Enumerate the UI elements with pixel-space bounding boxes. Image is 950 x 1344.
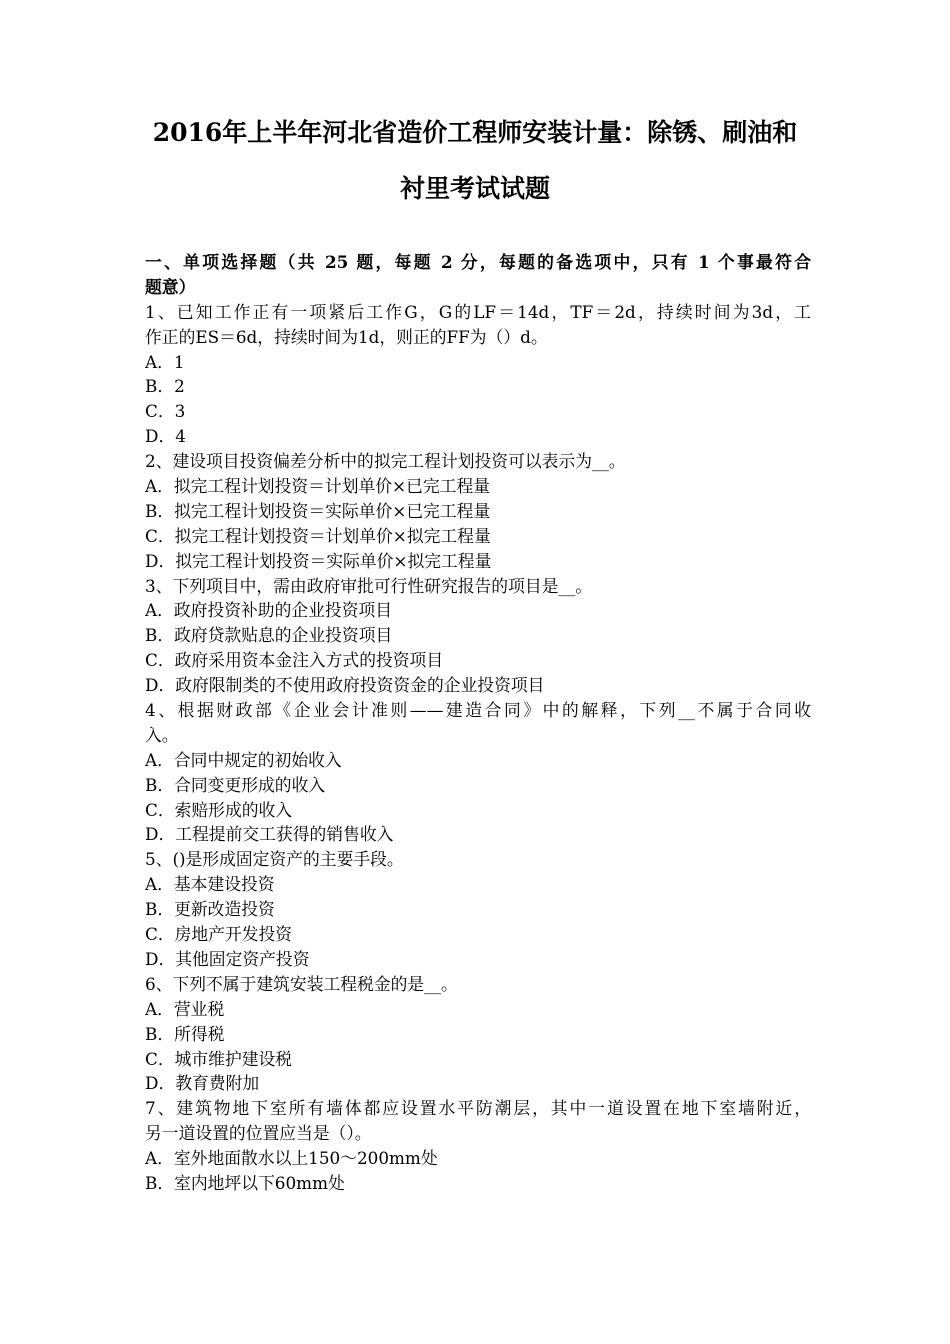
question-5-option-b: B．更新改造投资 [145,899,275,920]
question-2-option-b: B．拟完工程计划投资＝实际单价×已完工程量 [145,500,491,521]
question-6-option-a: A．营业税 [145,998,225,1019]
question-7-line-2: 另一道设置的位置应当是（）。 [145,1123,372,1144]
question-6-option-c: C．城市维护建设税 [145,1048,293,1069]
question-4-option-d: D．工程提前交工获得的销售收入 [145,824,394,845]
question-1-option-a: A．1 [145,351,185,372]
question-4-option-b: B．合同变更形成的收入 [145,774,326,795]
question-6-option-d: D．教育费附加 [145,1073,260,1094]
question-4-option-a: A．合同中规定的初始收入 [145,749,342,770]
question-1-option-d: D．4 [145,426,186,447]
question-1-line-2: 作正的ES＝6d，持续时间为1d，则正的FF为（）d。 [145,326,548,347]
question-1-option-b: B．2 [145,376,185,397]
question-6-stem: 6、下列不属于建筑安装工程税金的是__。 [145,973,458,994]
question-5-option-a: A．基本建设投资 [145,874,275,895]
question-3-option-b: B．政府贷款贴息的企业投资项目 [145,625,393,646]
question-2-option-d: D．拟完工程计划投资＝实际单价×拟完工程量 [145,550,492,571]
section-header-line-1: 一、单项选择题（共 25 题，每题 2 分，每题的备选项中，只有 1 个事最符合 [145,252,811,272]
question-3-option-d: D．政府限制类的不使用政府投资资金的企业投资项目 [145,675,545,696]
question-7-option-a: A．室外地面散水以上150～200mm处 [145,1148,438,1169]
question-1-option-c: C．3 [145,401,186,422]
question-7-option-b: B．室内地坪以下60mm处 [145,1172,345,1193]
question-3-stem: 3、下列项目中，需由政府审批可行性研究报告的项目是__。 [145,575,592,596]
question-5-option-c: C．房地产开发投资 [145,924,293,945]
question-2-option-a: A．拟完工程计划投资＝计划单价×已完工程量 [145,476,491,497]
section-header-line-2: 题意） [145,276,196,297]
document-title-line-2: 衬里考试试题 [399,174,550,203]
question-2-option-c: C．拟完工程计划投资＝计划单价×拟完工程量 [145,525,491,546]
question-7-line-1: 7、建筑物地下室所有墙体都应设置水平防潮层，其中一道设置在地下室墙附近， [145,1098,811,1119]
question-6-option-b: B．所得税 [145,1023,225,1044]
question-4-option-c: C．索赔形成的收入 [145,799,293,820]
document-body [145,250,811,1196]
question-4-line-2: 入。 [145,724,179,745]
question-4-line-1: 4、根据财政部《企业会计准则——建造合同》中的解释，下列__不属于合同收 [145,700,811,721]
question-1-line-1: 1、已知工作正有一项紧后工作G，G的LF＝14d，TF＝2d，持续时间为3d，工 [145,301,811,322]
question-3-option-a: A．政府投资补助的企业投资项目 [145,600,393,621]
document-title-line-1: 2016年上半年河北省造价工程师安装计量：除锈、刷油和 [152,118,798,147]
question-3-option-c: C．政府采用资本金注入方式的投资项目 [145,650,444,671]
question-5-option-d: D．其他固定资产投资 [145,948,310,969]
question-5-stem: 5、()是形成固定资产的主要手段。 [145,849,404,870]
question-2-stem: 2、建设项目投资偏差分析中的拟完工程计划投资可以表示为__。 [145,451,626,472]
